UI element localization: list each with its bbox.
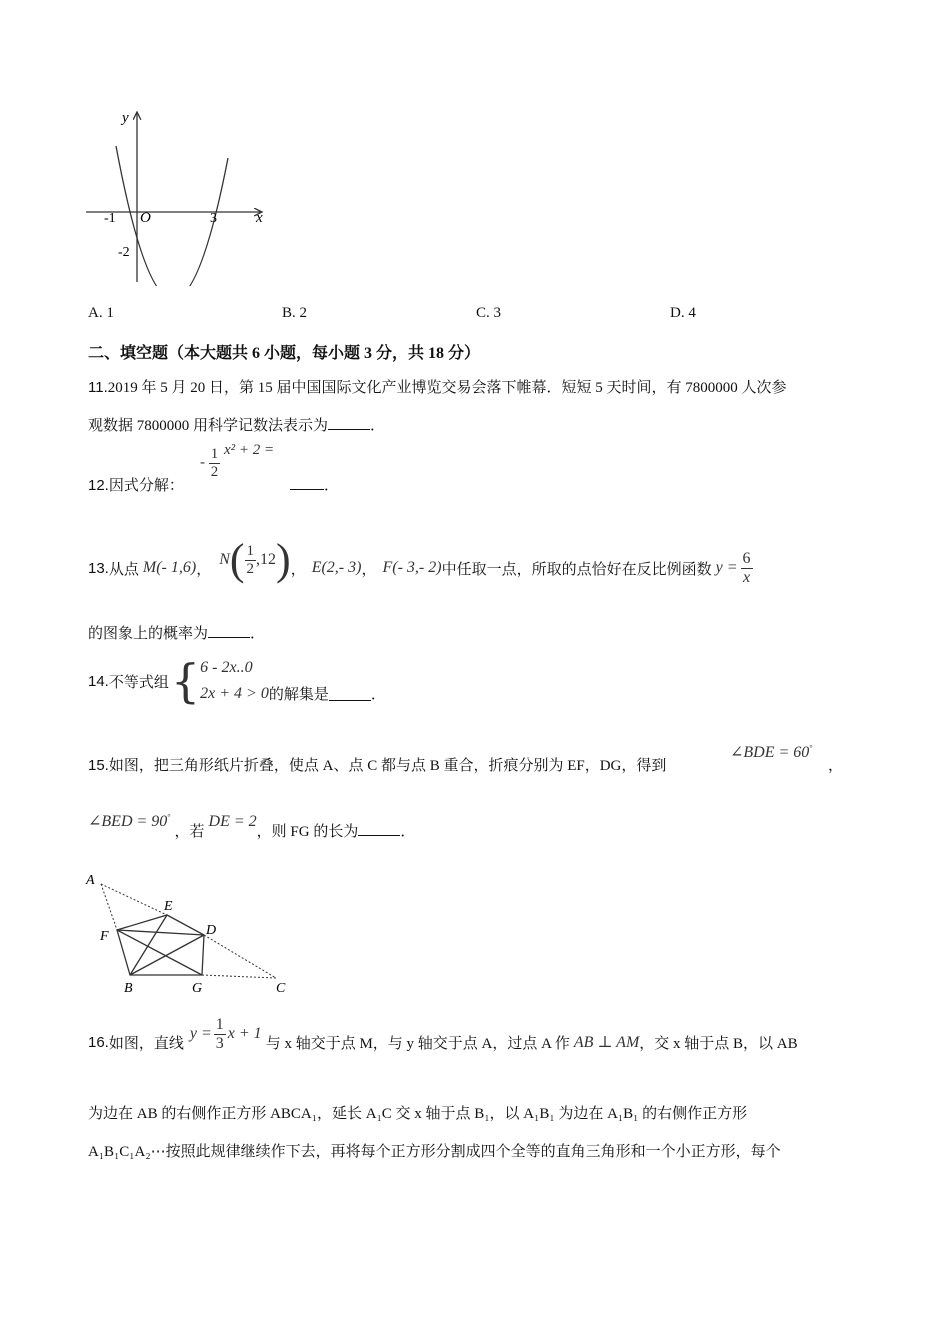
q13-comma3: ， [361,561,377,578]
q13-point-e: E(2,- 3) [311,559,362,576]
fold-edge-GC [202,975,276,978]
triangle-fold-figure [84,870,304,1000]
q13-n-fraction [245,543,257,577]
q16-frac-num: 1 [215,1015,224,1033]
option-c: C. 3 [476,305,502,321]
q13-point-f: F(- 3,- 2) [382,559,442,576]
section-title: 二、填空题（本大题共 6 小题，每小题 3 分，共 18 分） [88,345,481,362]
q15-de: DE = 2 [208,813,257,830]
q12-expression [200,442,275,480]
parabola-graph [84,106,274,286]
fold-edge-AE [101,884,167,915]
q16-text-a: 如图，直线 [108,1035,184,1052]
q15-angle2 [88,811,171,831]
q13-fn-lhs: y = [715,559,738,576]
q13-n-rest: ,12 [256,551,277,568]
label-E: E [164,899,173,914]
q11-answer-blank[interactable] [328,415,370,430]
q16-perp: AB ⊥ AM [573,1034,640,1051]
q13-n-den: 2 [246,560,255,577]
q12-answer-blank[interactable] [290,475,324,490]
q14-line [88,652,386,710]
q14-text-b: 的解集是 [268,686,329,703]
label-F: F [100,929,109,944]
q12-text: 因式分解： [108,478,184,494]
q12-minus: - [200,454,205,471]
q16-line1 [88,1012,798,1072]
q15-angle1-text: ∠BDE = 60 [730,744,810,761]
q12-number: 12. [88,477,109,494]
q16-text-b: 与 x 轴交于点 M，与 y 轴交于点 A，过点 A 作 [265,1035,570,1052]
q16-fraction [214,1016,226,1052]
label-A: A [86,873,95,888]
q13-text-b: 中任取一点，所取的点恰好在反比例函数 [441,561,712,578]
q13-function [716,550,753,586]
pentagon-BFEDG [117,915,204,975]
q15-degree1: ° [809,743,813,753]
q13-line2 [88,622,265,643]
q13-comma2: ， [290,561,306,578]
q15-text-c: ，则 FG 的长为 [256,824,359,840]
q14-end: ． [370,686,386,703]
q16-line-eq [190,1016,262,1052]
q13-n-label: N [219,551,230,568]
q14-brace: { [170,654,201,708]
q12-label [88,474,184,495]
q12-fraction [209,446,221,480]
q14-system [200,655,269,707]
fold-edge-AF [101,884,117,930]
q13-n-rparen: ) [276,535,291,584]
fold-edge-DC [204,935,276,978]
q15-line1 [88,754,666,775]
segment-BD [130,935,204,975]
q13-n-num: 1 [246,543,255,559]
q15-angle1 [730,742,813,762]
q13-n-lparen: ( [229,535,245,584]
q11-line1 [88,376,787,397]
label-D: D [206,923,217,938]
q15-text: 如图，把三角形纸片折叠，使点 A、点 C 都与点 B 重合，折痕分别为 EF，DG，得到 [108,758,667,774]
q16-line2: 为边在 AB 的右侧作正方形 ABCA₁，延长 A₁C 交 x 轴于点 B₁，以 A₁B₁ 为边在 A₁B₁ 的右侧作正方形 [88,1106,748,1122]
q16-number: 16. [88,1033,109,1051]
q13-end: ． [250,626,266,642]
q12-frac-den: 2 [210,463,219,480]
q15-number: 15. [88,757,109,774]
tick-neg1: -1 [104,211,116,226]
q13-fn-num: 6 [742,549,751,567]
tick-neg2: -2 [118,245,130,260]
q14-ineq1: 6 - 2x..0 [200,659,253,676]
q11-number: 11. [88,379,108,396]
q13-number: 13. [88,559,109,577]
q16-text-c: ，交 x 轴于点 B，以 AB [639,1035,798,1052]
q16-y-rhs: x + 1 [227,1025,262,1042]
q11-text: 2019 年 5 月 20 日，第 15 届中国国际文化产业博览交易会落下帷幕．短短 5 天时间，有 7800000 人次参 [107,380,787,396]
q14-text: 不等式组 [108,674,169,691]
q13-fn-fraction [741,550,753,586]
q13-text-a: 从点 [108,561,139,578]
label-G: G [192,981,203,996]
q15-comma: ， [828,758,844,774]
segment-FG [117,930,202,975]
q14-ineq2: 2x + 4 > 0 [200,685,269,702]
option-a: A. 1 [88,305,114,321]
option-d: D. 4 [670,305,696,321]
q11-end: ． [370,418,386,434]
q12-answer-line [290,474,339,495]
tick-3: 3 [210,211,217,226]
q15-end: ． [400,824,416,840]
q15-angle2-text: ∠BED = 90 [88,813,168,830]
q12-frac-num: 1 [210,446,219,462]
q13-line1 [88,530,753,606]
x-axis-label: x [256,210,263,226]
q13-point-n [219,535,291,584]
q16-frac-den: 3 [215,1034,224,1052]
q12-expr: x² + 2 = [224,442,275,459]
q13-point-m: M(- 1,6) [142,559,197,576]
q13-fn-den: x [742,568,751,586]
q13-comma1: ， [196,561,212,578]
label-B: B [124,981,133,996]
q15-text-b: ，若 [174,824,205,840]
option-b: B. 2 [282,305,308,321]
q14-answer-blank[interactable] [329,686,371,701]
q11-text2: 观数据 7800000 用科学记数法表示为 [88,418,329,434]
q15-line2 [88,812,416,841]
q15-answer-blank[interactable] [358,821,400,836]
y-axis-label: y [122,110,129,126]
origin-label: O [140,210,151,226]
q16-line3: A₁B₁C₁A₂⋯按照此规律继续作下去，再将每个正方形分割成四个全等的直角三角形和一个小正方形，每个 [88,1144,781,1160]
q13-answer-blank[interactable] [208,623,250,638]
q16-y-lhs: y = [189,1025,212,1042]
label-C: C [276,981,286,996]
q13-text2: 的图象上的概率为 [88,626,209,642]
segment-FD [117,930,204,935]
q14-number: 14. [88,672,109,690]
q15-degree2: ° [167,812,171,822]
q12-end: ． [324,478,340,494]
q11-line2 [88,414,385,435]
